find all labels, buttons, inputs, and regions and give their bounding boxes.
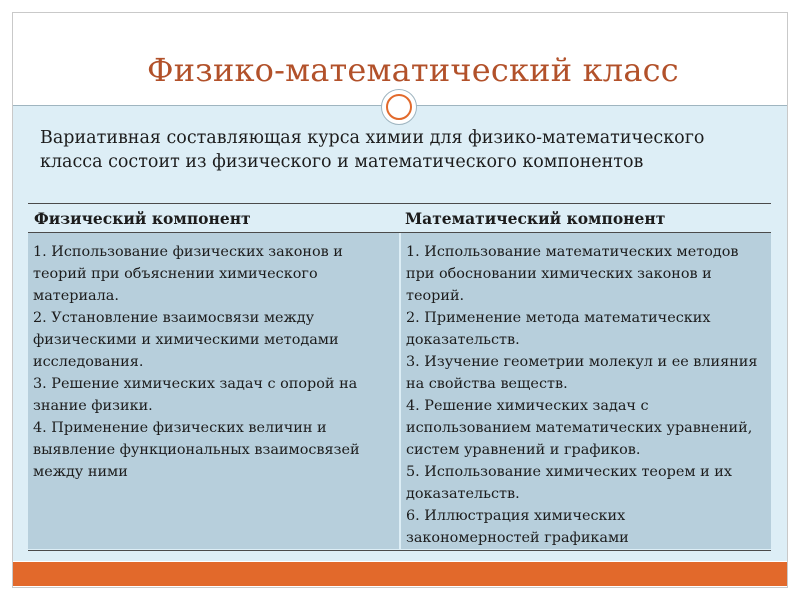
list-item: 5. Использование химических теорем и их доказательств. [406,464,732,502]
mathematical-cell [401,233,771,549]
ring-ornament-icon [381,89,417,125]
list-item: 2. Установление взаимосвязи между физическими и химическими методами исследования. [33,310,339,370]
table-header [28,204,771,233]
physical-cell [28,233,399,549]
list-item: 2. Применение метода математических доказательств. [406,310,711,348]
ring-inner-icon [386,94,412,120]
list-item: 3. Решение химических задач с опорой на знание физики. [33,376,358,414]
list-item: 4. Применение физических величин и выявление функциональных взаимосвязей между ними [33,420,360,480]
mathematical-list [401,233,771,549]
footer-accent-bar [13,562,787,586]
list-item: 6. Иллюстрация химических закономерностей графиками [406,508,629,546]
components-table [28,203,771,551]
list-item: 4. Решение химических задач с использованием математических уравнений, систем уравнений и графиков. [406,398,753,458]
header-physical: Физический компонент [34,209,251,228]
intro-text: Вариативная составляющая курса химии для физико-математического класса состоит из физического и математического компонентов [40,128,705,172]
list-item: 1. Использование физических законов и теорий при объяснении химического материала. [33,244,343,304]
physical-list [28,233,399,483]
list-item: 3. Изучение геометрии молекул и ее влияния на свойства веществ. [406,354,758,392]
list-item: 1. Использование математических методов при обосновании химических законов и теорий. [406,244,739,304]
header-mathematical: Математический компонент [405,209,666,228]
slide-title: Физико-математический класс [147,51,679,89]
